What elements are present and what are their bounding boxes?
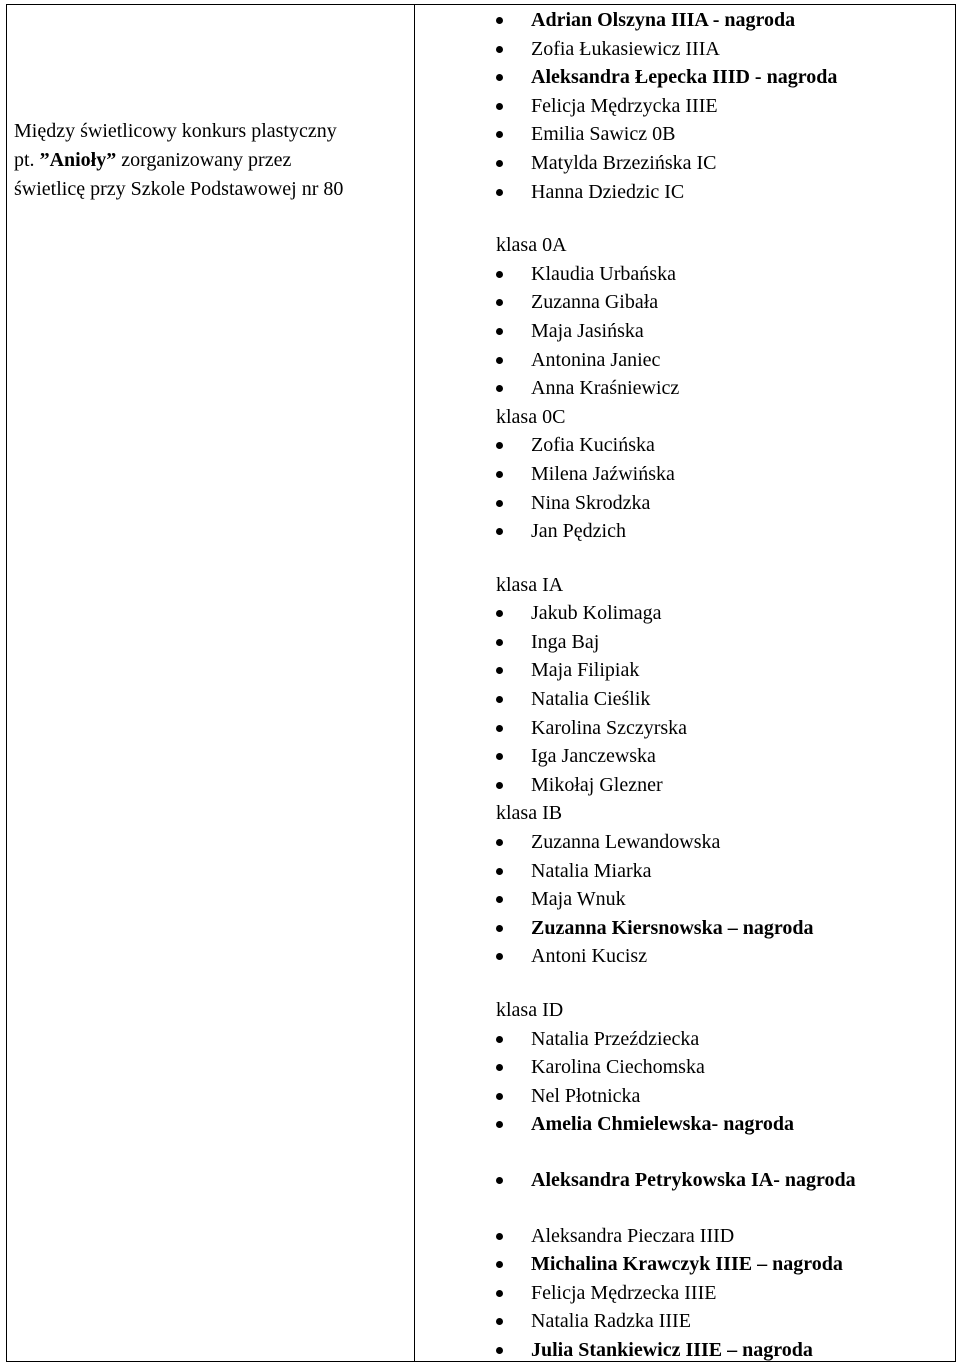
class-heading-0a: klasa 0A [496, 234, 567, 257]
list-item: Amelia Chmielewska- nagroda [496, 1110, 952, 1139]
bullet-icon [496, 46, 503, 53]
list-item: Aleksandra Łepecka IIID - nagroda [496, 63, 952, 92]
list-item: Michalina Krawczyk IIIE – nagroda [496, 1250, 952, 1279]
bullet-icon [496, 725, 503, 732]
list-item: Maja Wnuk [496, 885, 952, 914]
class-heading-0c: klasa 0C [496, 405, 566, 428]
list-item: Antoni Kucisz [496, 942, 952, 971]
bullet-icon [496, 160, 503, 167]
list-item: Mikołaj Glezner [496, 771, 952, 800]
class-heading-ib: klasa IB [496, 802, 563, 825]
bullet-icon [496, 1318, 503, 1325]
class-heading-ia: klasa IA [496, 573, 564, 596]
bullet-icon [496, 696, 503, 703]
list-item: Anna Kraśniewicz [496, 374, 952, 403]
list-item: Hanna Dziedzic IC [496, 178, 952, 207]
bullet-icon [496, 896, 503, 903]
bullet-icon [496, 17, 503, 24]
description-line-3: świetlicę przy Szkole Podstawowej nr 80 [14, 178, 344, 200]
bullet-icon [496, 839, 503, 846]
bullet-icon [496, 1036, 503, 1043]
bullet-icon [496, 1121, 503, 1128]
bullet-icon [496, 868, 503, 875]
list-item: Natalia Radzka IIIE [496, 1307, 952, 1336]
list-item: Maja Jasińska [496, 317, 952, 346]
list-item: Iga Janczewska [496, 742, 952, 771]
class-heading-id: klasa ID [496, 999, 564, 1021]
bullet-icon [496, 131, 503, 138]
list-item: Karolina Ciechomska [496, 1053, 952, 1082]
list-item: Felicja Mędrzycka IIIE [496, 92, 952, 121]
bullet-icon [496, 1064, 503, 1071]
list-item: Julia Stankiewicz IIIE – nagroda [496, 1336, 952, 1365]
bullet-icon [496, 442, 503, 449]
list-item: Klaudia Urbańska [496, 260, 952, 289]
list-item: Zuzanna Lewandowska [496, 828, 952, 857]
contest-title: ”Anioły” [39, 149, 117, 171]
list-item: Aleksandra Pieczara IIID [496, 1222, 952, 1251]
list-item: Jakub Kolimaga [496, 599, 952, 628]
list-item: Milena Jaźwińska [496, 460, 952, 489]
list-item: Jan Pędzich [496, 517, 952, 546]
list-item: Zuzanna Gibała [496, 288, 952, 317]
bullet-icon [496, 528, 503, 535]
bullet-icon [496, 753, 503, 760]
bullet-icon [496, 782, 503, 789]
description-line-2 [14, 146, 409, 175]
bullet-icon [496, 1093, 503, 1100]
list-item: Karolina Szczyrska [496, 714, 952, 743]
list-item: Felicja Mędrzecka IIIE [496, 1279, 952, 1308]
list-item: Inga Baj [496, 628, 952, 657]
description-prefix: pt. [14, 149, 40, 171]
bullet-icon [496, 953, 503, 960]
bullet-icon [496, 1261, 503, 1268]
list-item: Antonina Janiec [496, 346, 952, 375]
bullet-icon [496, 1347, 503, 1354]
bullet-icon [496, 610, 503, 617]
bullet-icon [496, 189, 503, 196]
list-item: Natalia Miarka [496, 857, 952, 886]
list-item: Zuzanna Kiersnowska – nagroda [496, 914, 952, 943]
bullet-icon [496, 471, 503, 478]
bullet-icon [496, 385, 503, 392]
list-item: Emilia Sawicz 0B [496, 120, 952, 149]
list-item: Aleksandra Petrykowska IA- nagroda [496, 1166, 952, 1195]
bullet-icon [496, 103, 503, 110]
description-suffix: zorganizowany przez [116, 149, 292, 171]
list-item: Adrian Olszyna IIIA - nagroda [496, 6, 952, 35]
bullet-icon [496, 1177, 503, 1184]
list-item: Zofia Łukasiewicz IIIA [496, 35, 952, 64]
bullet-icon [496, 925, 503, 932]
description-line-1: Między świetlicowy konkurs plastyczny [14, 120, 337, 142]
bullet-icon [496, 639, 503, 646]
participant-list [496, 6, 952, 1365]
list-item: Nina Skrodzka [496, 489, 952, 518]
list-item: Nel Płotnicka [496, 1082, 952, 1111]
bullet-icon [496, 357, 503, 364]
bullet-icon [496, 74, 503, 81]
bullet-icon [496, 500, 503, 507]
bullet-icon [496, 1290, 503, 1297]
bullet-icon [496, 271, 503, 278]
list-item: Zofia Kucińska [496, 431, 952, 460]
list-item: Natalia Cieślik [496, 685, 952, 714]
list-item: Matylda Brzezińska IC [496, 149, 952, 178]
bullet-icon [496, 667, 503, 674]
list-item: Maja Filipiak [496, 656, 952, 685]
bullet-icon [496, 299, 503, 306]
list-item: Natalia Przeździecka [496, 1025, 952, 1054]
contest-description [14, 117, 409, 204]
bullet-icon [496, 328, 503, 335]
bullet-icon [496, 1233, 503, 1240]
column-divider [414, 4, 415, 1362]
